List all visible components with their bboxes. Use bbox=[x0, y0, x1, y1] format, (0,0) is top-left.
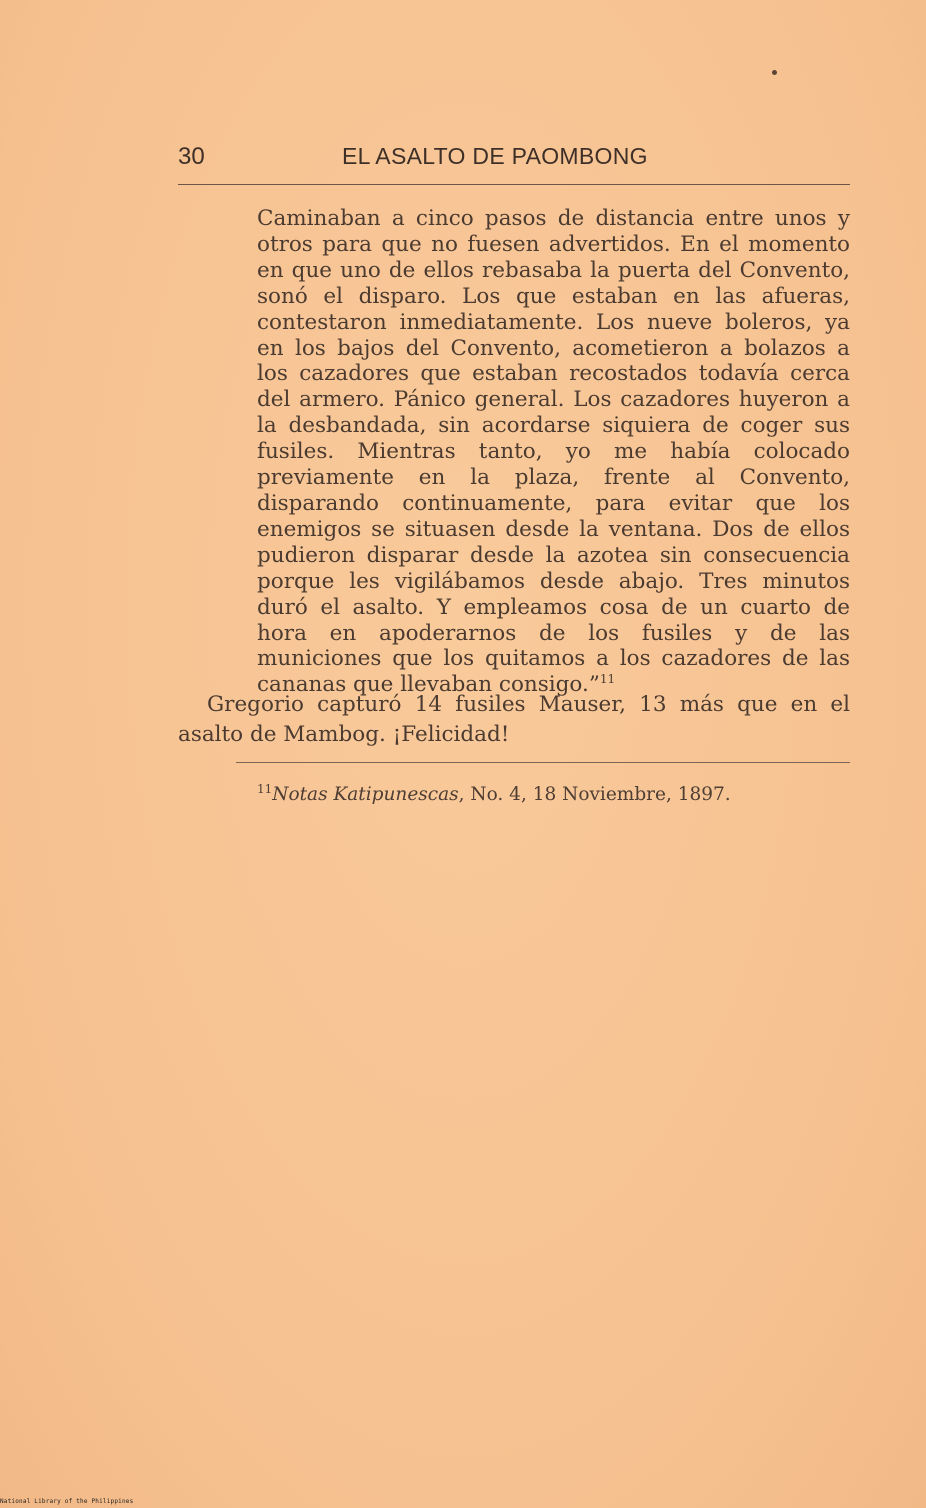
body-paragraph: Gregorio capturó 14 fusiles Mauser, 13 más que en el asalto de Mambog. ¡Felicidad! bbox=[178, 692, 850, 747]
footnote-title: Notas Katipunescas bbox=[272, 784, 459, 806]
footnote-reference: 11 bbox=[599, 672, 616, 687]
quoted-passage-text: Caminaban a cinco pasos de distancia entre unos y otros para que no fuesen advertidos. En el momento en que uno de ellos rebasaba la puerta del Convento, sonó el disparo. Los que estaban en las afueras, contestaron inmediatamente. Los nueve boleros, ya en los bajos del Convento, acometieron a bolazos a los cazadores que estaban recostados todavía cerca del armero. Pánico general. Los cazadores huyeron a la desbandada, sin acordarse siquiera de coger sus fusiles. Mientras tanto, yo me había colocado previamente en la plaza, frente al Convento, disparando continuamente, para evitar que los enemigos se situasen desde la ventana. Dos de ellos pudieron disparar desde la azotea sin consecuencia porque les vigilábamos desde abajo. Tres minutos duró el asalto. Y empleamos cosa de un cuarto de hora en apoderarnos de los fusiles y de las municiones que los quitamos a los cazadores de las cananas que llevaban consigo.” bbox=[257, 206, 850, 698]
footnote-mark: 11 bbox=[257, 782, 273, 796]
footnote-rule bbox=[236, 762, 850, 763]
page-number: 30 bbox=[178, 143, 205, 170]
footnote bbox=[257, 776, 850, 808]
ink-speck bbox=[772, 70, 777, 75]
library-watermark: National Library of the Philippines bbox=[0, 1498, 134, 1505]
running-title: EL ASALTO DE PAOMBONG bbox=[342, 143, 648, 169]
footnote-details: , No. 4, 18 Noviembre, 1897. bbox=[458, 784, 731, 806]
page-header bbox=[178, 143, 850, 175]
quoted-passage bbox=[257, 206, 850, 698]
header-rule bbox=[178, 184, 850, 185]
